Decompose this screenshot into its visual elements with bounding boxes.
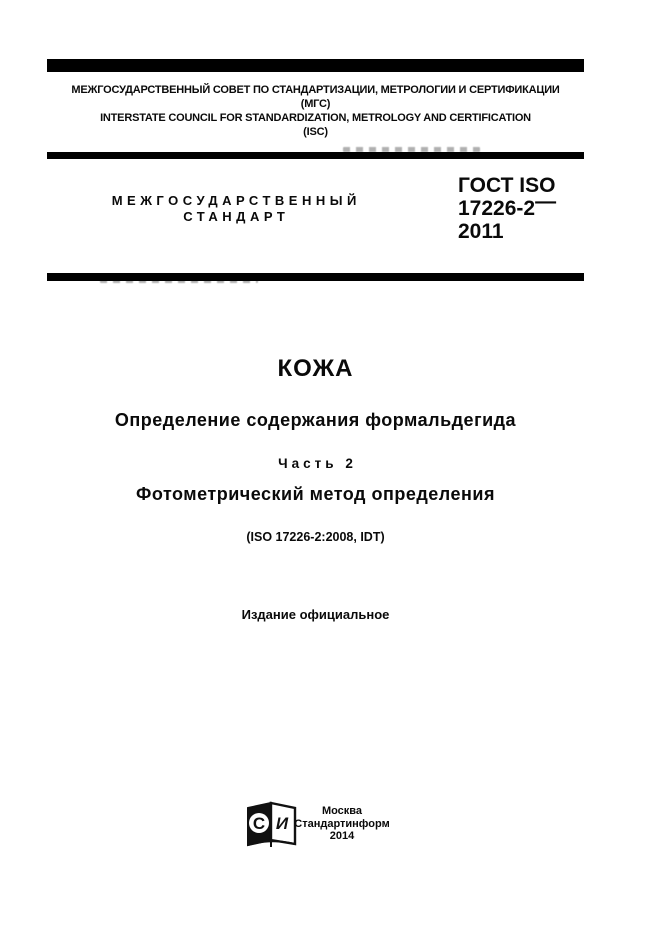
council-name-en: INTERSTATE COUNCIL FOR STANDARDIZATION, METROLOGY AND CERTIFICATION	[100, 112, 531, 124]
iso-reference: (ISO 17226-2:2008, IDT)	[246, 530, 385, 544]
middle-rule	[47, 152, 584, 159]
document-method-title: Фотометрический метод определения	[136, 484, 495, 504]
document-part: Часть 2	[278, 456, 357, 471]
edition-note: Издание официальное	[241, 607, 390, 622]
document-subject: КОЖА	[277, 355, 354, 382]
standard-designation	[458, 174, 556, 243]
document-title: Определение содержания формальдегида	[114, 410, 517, 430]
logo-letter-left: С	[252, 814, 266, 833]
imprint-year: 2014	[329, 830, 355, 842]
council-name-ru: МЕЖГОСУДАРСТВЕННЫЙ СОВЕТ ПО СТАНДАРТИЗАЦИИ, МЕТРОЛОГИИ И СЕРТИФИКАЦИИ	[71, 84, 560, 96]
designation-number: 17226-2	[458, 197, 536, 220]
logo-letter-right: И	[275, 814, 289, 833]
designation-code-line1: ГОСТ ISO	[458, 174, 556, 197]
imprint-publisher: Стандартинформ	[294, 817, 390, 830]
designation-year: 2011	[458, 220, 504, 243]
standard-type-label	[47, 193, 421, 224]
lower-rule	[47, 273, 584, 281]
standard-type-line1: МЕЖГОСУДАРСТВЕННЫЙ	[111, 193, 361, 208]
designation-code-line2	[458, 190, 557, 220]
imprint-city: Москва	[321, 805, 363, 817]
council-abbr-en: (ISC)	[303, 126, 328, 138]
standard-type-line2: СТАНДАРТ	[183, 208, 290, 224]
imprint	[262, 805, 422, 843]
council-header	[47, 83, 584, 139]
council-abbr-ru: (МГС)	[300, 98, 331, 110]
top-rule	[47, 59, 584, 72]
designation-dash: —	[535, 190, 557, 213]
